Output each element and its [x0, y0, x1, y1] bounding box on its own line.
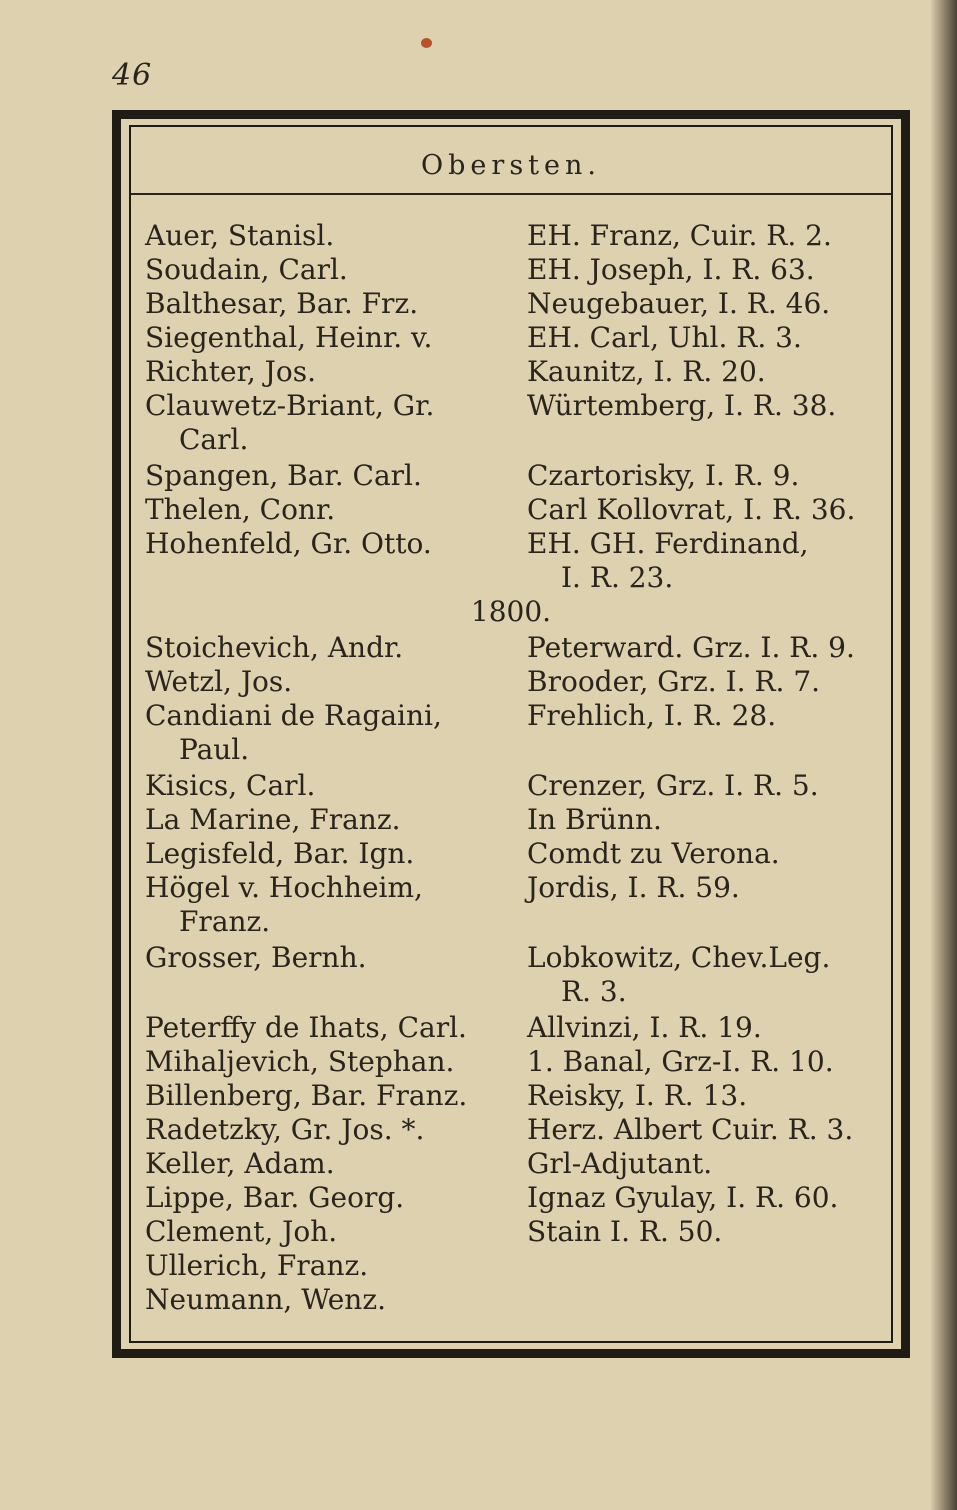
regiment: Peterward. Grz. I. R. 9.	[527, 631, 855, 664]
regiment: EH. Franz, Cuir. R. 2.	[527, 219, 832, 252]
officer-name: Legisfeld, Bar. Ign.	[145, 837, 415, 870]
year-heading: 1800.	[470, 595, 552, 628]
officer-name: Hohenfeld, Gr. Otto.	[145, 527, 432, 560]
regiment: Ignaz Gyulay, I. R. 60.	[527, 1181, 839, 1214]
officer-name: Radetzky, Gr. Jos. *.	[145, 1113, 425, 1146]
regiment: Reisky, I. R. 13.	[527, 1079, 748, 1112]
ink-spot	[421, 38, 432, 48]
regiment: EH. Carl, Uhl. R. 3.	[527, 321, 802, 354]
officer-name: Auer, Stanisl.	[145, 219, 335, 252]
regiment: Jordis, I. R. 59.	[527, 871, 740, 904]
regiment: Allvinzi, I. R. 19.	[527, 1011, 762, 1044]
regiment: Brooder, Grz. I. R. 7.	[527, 665, 821, 698]
section-header	[131, 127, 891, 195]
officer-name: Grosser, Bernh.	[145, 941, 367, 974]
officer-name: Ullerich, Franz.	[145, 1249, 369, 1282]
regiment: Carl Kollovrat, I. R. 36.	[527, 493, 856, 526]
regiment: Würtemberg, I. R. 38.	[527, 389, 837, 422]
officer-name: Lippe, Bar. Georg.	[145, 1181, 405, 1214]
officer-name: Billenberg, Bar. Franz.	[145, 1079, 468, 1112]
officer-name: Clauwetz-Briant, Gr.	[145, 389, 435, 422]
officer-name-continuation: Paul.	[179, 733, 250, 766]
register-frame	[112, 110, 910, 1358]
regiment: EH. GH. Ferdinand,	[527, 527, 809, 560]
officer-name-continuation: Carl.	[179, 423, 249, 456]
officer-name: Keller, Adam.	[145, 1147, 335, 1180]
officer-name: Siegenthal, Heinr. v.	[145, 321, 433, 354]
regiment: Crenzer, Grz. I. R. 5.	[527, 769, 819, 802]
officer-name: Peterffy de Ihats, Carl.	[145, 1011, 467, 1044]
officer-name: Wetzl, Jos.	[145, 665, 293, 698]
officer-name: Richter, Jos.	[145, 355, 317, 388]
officer-name: Kisics, Carl.	[145, 769, 316, 802]
register-inner-border	[129, 125, 893, 1343]
regiment: Czartorisky, I. R. 9.	[527, 459, 800, 492]
regiment: In Brünn.	[527, 803, 662, 836]
officer-name: Spangen, Bar. Carl.	[145, 459, 422, 492]
book-spine-shadow	[931, 0, 957, 1510]
officer-name: La Marine, Franz.	[145, 803, 401, 836]
page-number: 46	[112, 58, 153, 93]
regiment-continuation: I. R. 23.	[561, 561, 674, 594]
regiment: Herz. Albert Cuir. R. 3.	[527, 1113, 854, 1146]
officer-name: Balthesar, Bar. Frz.	[145, 287, 419, 320]
officer-name: Stoichevich, Andr.	[145, 631, 404, 664]
officer-name: Neumann, Wenz.	[145, 1283, 386, 1316]
regiment: Stain I. R. 50.	[527, 1215, 723, 1248]
officer-name: Thelen, Conr.	[145, 493, 336, 526]
regiment: Kaunitz, I. R. 20.	[527, 355, 766, 388]
officer-name-continuation: Franz.	[179, 905, 271, 938]
regiment: Comdt zu Verona.	[527, 837, 780, 870]
regiment-continuation: R. 3.	[561, 975, 627, 1008]
regiment: 1. Banal, Grz-I. R. 10.	[527, 1045, 834, 1078]
officer-name: Högel v. Hochheim,	[145, 871, 423, 904]
officer-name: Clement, Joh.	[145, 1215, 338, 1248]
regiment: Frehlich, I. R. 28.	[527, 699, 777, 732]
regiment: Neugebauer, I. R. 46.	[527, 287, 831, 320]
officer-name: Mihaljevich, Stephan.	[145, 1045, 455, 1078]
regiment: Grl-Adjutant.	[527, 1147, 713, 1180]
section-title: Obersten.	[421, 149, 601, 181]
regiment: EH. Joseph, I. R. 63.	[527, 253, 815, 286]
officer-name: Soudain, Carl.	[145, 253, 348, 286]
regiment: Lobkowitz, Chev.Leg.	[527, 941, 831, 974]
officer-name: Candiani de Ragaini,	[145, 699, 442, 732]
